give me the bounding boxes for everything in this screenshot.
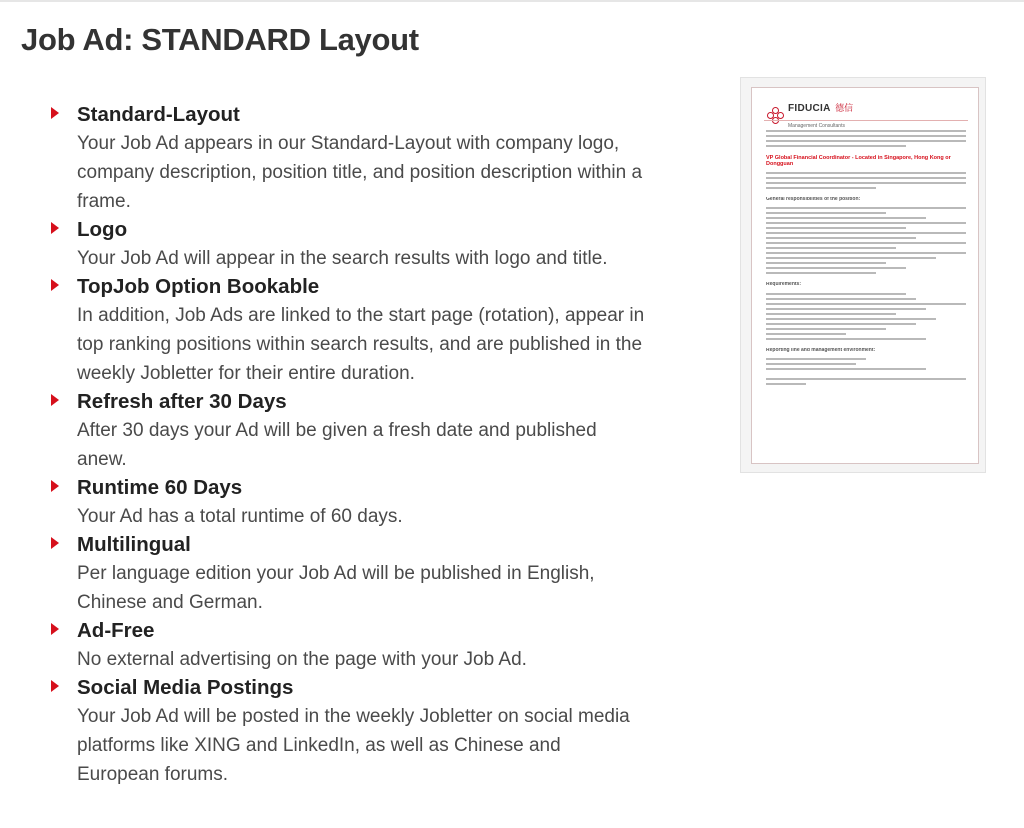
feature-item [48,273,648,388]
company-tagline: Management Consultants [788,123,845,129]
feature-title: Refresh after 30 Days [77,390,287,413]
feature-description: Your Job Ad appears in our Standard-Layout with company logo, company description, position title, and position description within a frame. [77,133,643,212]
feature-description: Your Job Ad will be posted in the weekly Jobletter on social media platforms like XING and LinkedIn, as well as Chinese and European forums. [77,706,630,785]
red-triangle-bullet-icon [51,680,59,692]
preview-body [766,130,966,388]
feature-item [48,474,648,531]
feature-item [48,531,648,617]
red-triangle-bullet-icon [51,222,59,234]
red-triangle-bullet-icon [51,537,59,549]
red-triangle-bullet-icon [51,480,59,492]
feature-item [48,674,648,789]
company-name-cn: 德信 [835,103,854,113]
feature-description: In addition, Job Ads are linked to the start page (rotation), appear in top ranking positions within search results, and are published in the weekly Jobletter for their entire duration. [77,305,645,384]
job-ad-preview-thumbnail[interactable] [740,77,986,473]
section-responsibilities: General responsibilities of the position: [766,197,861,202]
red-triangle-bullet-icon [51,279,59,291]
feature-item [48,617,648,674]
feature-item [48,101,648,216]
feature-title: TopJob Option Bookable [77,275,320,298]
page-title: Job Ad: STANDARD Layout [21,22,419,57]
feature-title: Ad-Free [77,619,155,642]
red-triangle-bullet-icon [51,623,59,635]
feature-title: Social Media Postings [77,676,294,699]
feature-description: No external advertising on the page with your Job Ad. [77,649,527,670]
feature-description: Your Job Ad will appear in the search results with logo and title. [77,248,608,269]
feature-item [48,388,648,474]
feature-description: Your Ad has a total runtime of 60 days. [77,506,403,527]
top-divider [0,0,1024,2]
section-reporting: Reporting line and management environment: [766,347,876,353]
red-triangle-bullet-icon [51,394,59,406]
feature-title: Logo [77,218,128,241]
section-requirements: Requirements: [766,282,802,288]
feature-title: Standard-Layout [77,103,240,126]
feature-description: Per language edition your Job Ad will be published in English, Chinese and German. [77,563,595,613]
preview-document [751,87,979,464]
logo-divider [764,120,968,121]
feature-title: Multilingual [77,533,191,556]
position-title: VP Global Financial Coordinator - Located in Singapore, Hong Kong or Dongguan [766,155,951,167]
feature-list [48,101,648,789]
red-triangle-bullet-icon [51,107,59,119]
feature-description: After 30 days your Ad will be given a fresh date and published anew. [77,420,597,470]
company-logo [767,99,853,131]
feature-item [48,216,648,273]
company-name: FIDUCIA [788,103,831,114]
feature-title: Runtime 60 Days [77,476,243,499]
